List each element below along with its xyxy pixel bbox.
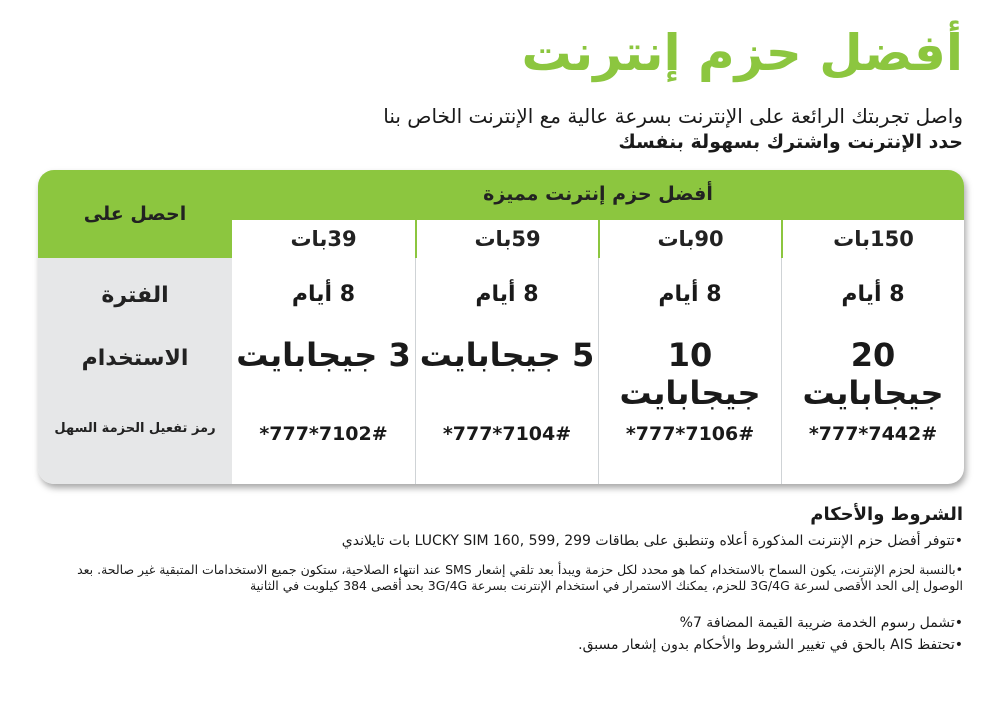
- package-price: 59بات: [415, 220, 598, 258]
- package-usage: 20 جيجابايت: [802, 336, 944, 412]
- row-label-code: رمز تفعيل الحزمة السهل: [54, 421, 216, 436]
- page-subtitle-secondary: حدد الإنترنت واشترك بسهولة بنفسك: [618, 131, 963, 153]
- package-activation-code: *777*7442#: [808, 423, 938, 445]
- package-columns: [232, 258, 964, 484]
- package-column: [232, 258, 415, 484]
- row-label-period: الفترة: [101, 283, 169, 308]
- terms-item: •تشمل رسوم الخدمة ضريبة القيمة المضافة 7%: [679, 615, 963, 631]
- package-period: 8 أيام: [841, 282, 905, 307]
- package-usage: 5 جيجابايت: [419, 336, 595, 374]
- package-activation-code: *777*7104#: [442, 423, 572, 445]
- package-period: 8 أيام: [475, 282, 539, 307]
- price-row: [232, 220, 964, 258]
- package-column: [415, 258, 598, 484]
- table-header-title: أفضل حزم إنترنت مميزة: [483, 183, 713, 205]
- package-activation-code: *777*7102#: [259, 423, 388, 445]
- package-usage: 3 جيجابايت: [236, 336, 411, 374]
- terms-item: •تتوفر أفضل حزم الإنترنت المذكورة أعلاه وتنطبق على بطاقات LUCKY SIM 160, 599, 299 بات تايلاندي: [341, 533, 963, 549]
- package-activation-code: *777*7106#: [625, 423, 755, 445]
- package-usage: 10 جيجابايت: [619, 336, 761, 412]
- package-price: 39بات: [290, 227, 357, 251]
- page-subtitle: واصل تجربتك الرائعة على الإنترنت بسرعة عالية مع الإنترنت الخاص بنا: [383, 104, 963, 128]
- terms-title: الشروط والأحكام: [810, 504, 963, 525]
- label-column-title: احصل على: [83, 203, 187, 225]
- package-period: 8 أيام: [658, 282, 722, 307]
- package-column: [781, 258, 964, 484]
- terms-item: •تحتفظ AIS بالحق في تغيير الشروط والأحكام بدون إشعار مسبق.: [578, 637, 963, 653]
- row-label-usage: الاستخدام: [81, 346, 189, 371]
- package-period: 8 أيام: [291, 282, 356, 307]
- packages-table: [38, 170, 964, 484]
- package-price: 90بات: [598, 220, 781, 258]
- package-column: [598, 258, 781, 484]
- page-title: أفضل حزم إنترنت: [521, 24, 963, 82]
- terms-item: •بالنسبة لحزم الإنترنت، يكون السماح بالاستخدام كما هو محدد لكل حزمة ويبدأ بعد تلقي إشعار SMS عند انتهاء الصلاحية، ستكون جميع الاستخدامات المتبقية غير صالحة. بعد الوصول إلى الحد الأقصى لسرعة 3G/4G للحزم، يمكنك الاستمرار في استخدام الإنترنت بسرعة 3G/4G بحد أقصى 384 كيلوبت في الثانية: [77, 562, 963, 594]
- row-labels-column: [38, 258, 232, 484]
- package-price: 150بات: [781, 220, 964, 258]
